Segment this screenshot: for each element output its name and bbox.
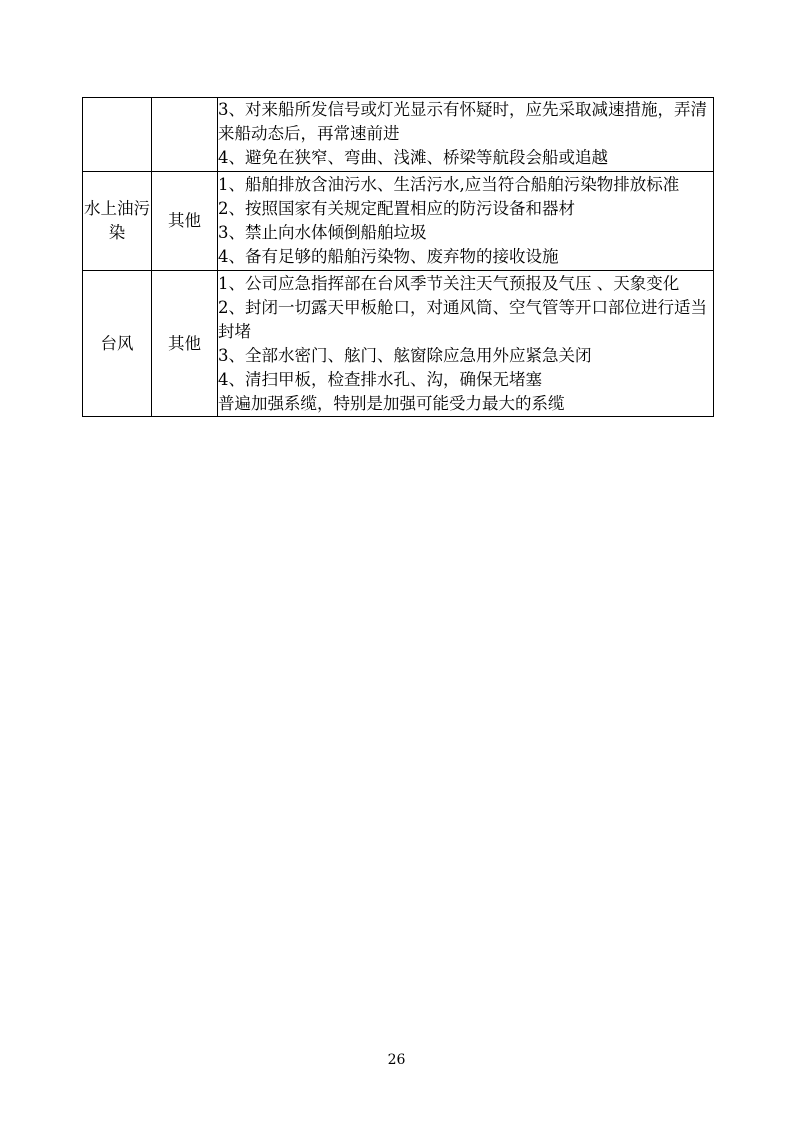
measure-line: 1、船舶排放含油污水、生活污水,应当符合船舶污染物排放标准 <box>218 175 680 194</box>
table-row <box>83 98 714 172</box>
measure-line: 1、公司应急指挥部在台风季节关注天气预报及气压 、天象变化 <box>218 274 680 293</box>
hazard-category-cell <box>83 98 152 172</box>
table-row <box>83 172 714 271</box>
measure-line: 3、禁止向水体倾倒船舶垃圾 <box>218 223 427 242</box>
measure-line: 3、全部水密门、舷门、舷窗除应急用外应紧急关闭 <box>218 346 592 365</box>
measure-line: 普遍加强系缆，特别是加强可能受力最大的系缆 <box>218 394 565 413</box>
hazard-type-cell: 其他 <box>152 271 218 417</box>
measures-cell <box>218 271 714 417</box>
measure-line: 4、清扫甲板，检查排水孔、沟，确保无堵塞 <box>218 370 542 389</box>
measure-line: 2、按照国家有关规定配置相应的防污设备和器材 <box>218 199 575 218</box>
table-row <box>83 271 714 417</box>
measure-line: 4、避免在狭窄、弯曲、浅滩、桥梁等航段会船或追越 <box>218 148 608 167</box>
measure-line: 2、封闭一切露天甲板舱口，对通风筒、空气管等开口部位进行适当封堵 <box>218 298 707 341</box>
risk-measures-table <box>82 97 714 417</box>
measure-line: 4、备有足够的船舶污染物、废弃物的接收设施 <box>218 247 559 266</box>
hazard-category-cell: 台风 <box>83 271 152 417</box>
measure-line: 3、对来船所发信号或灯光显示有怀疑时，应先采取减速措施，弄清来船动态后，再常速前进 <box>218 100 707 143</box>
hazard-type-cell: 其他 <box>152 172 218 271</box>
hazard-category-cell: 水上油污染 <box>83 172 152 271</box>
hazard-type-cell <box>152 98 218 172</box>
measures-cell <box>218 172 714 271</box>
page-number: 26 <box>387 1052 406 1068</box>
measures-cell <box>218 98 714 172</box>
